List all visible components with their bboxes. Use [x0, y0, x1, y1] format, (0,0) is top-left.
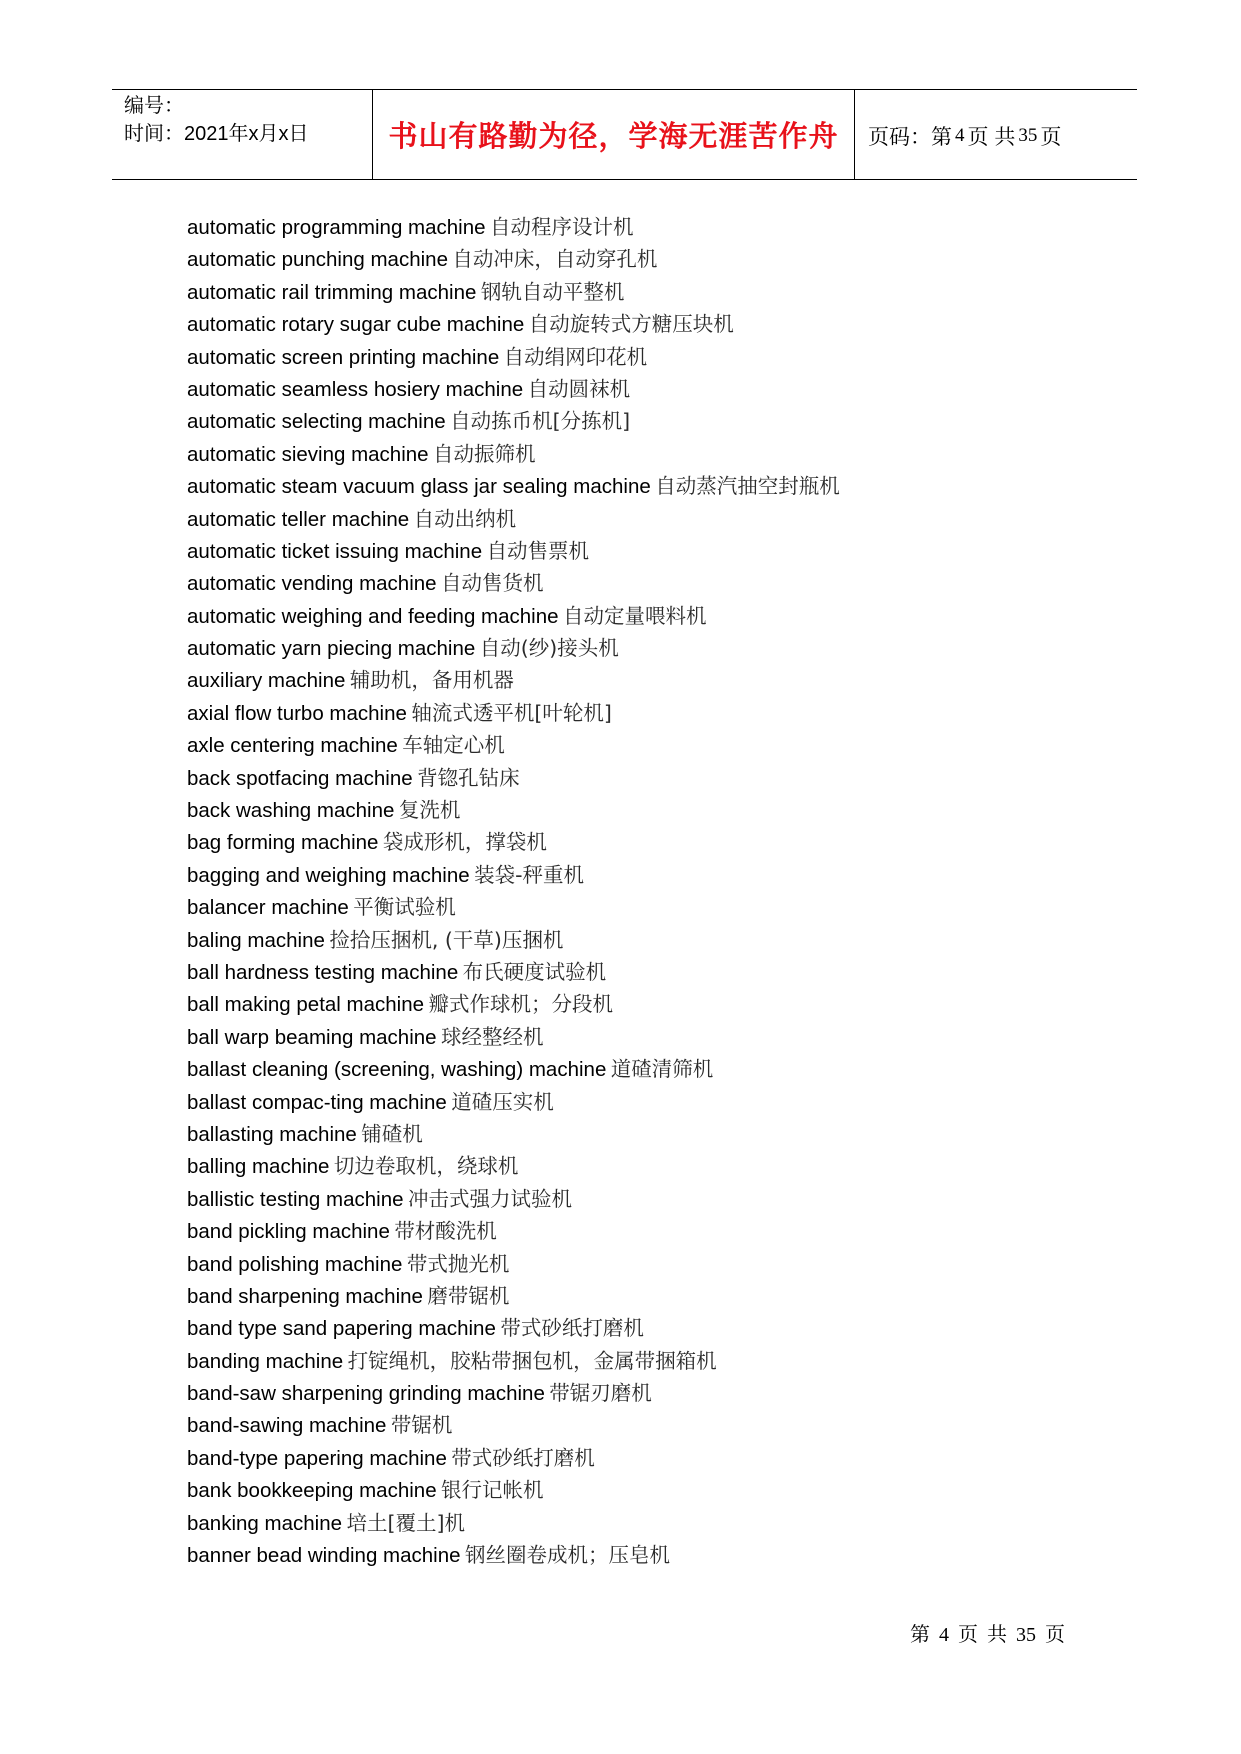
page-mid: 页 共 — [967, 125, 1016, 149]
glossary-entry — [187, 1474, 840, 1506]
entry-english: balancer machine — [187, 896, 349, 920]
entry-english: automatic seamless hosiery machine — [187, 377, 524, 401]
entry-english: bank bookkeeping machine — [187, 1479, 437, 1503]
glossary-entry — [187, 341, 840, 373]
glossary-entry — [187, 632, 840, 664]
glossary-entry — [187, 762, 840, 794]
entry-chinese: 自动拣币机[分拣机] — [450, 409, 631, 434]
page-suffix: 页 — [1040, 125, 1062, 149]
entry-english: automatic programming machine — [187, 216, 486, 239]
entry-chinese: 自动绢网印花机 — [503, 344, 648, 369]
glossary-entry — [187, 1345, 840, 1377]
entry-chinese: 复洗机 — [398, 798, 461, 823]
entry-chinese: 袋成形机，撑袋机 — [382, 830, 547, 855]
entry-english: back spotfacing machine — [187, 766, 413, 790]
glossary-entry — [187, 1280, 840, 1312]
glossary-entry — [187, 243, 840, 275]
entry-chinese: 带式砂纸打磨机 — [500, 1316, 644, 1341]
entry-chinese: 球经整经机 — [441, 1024, 544, 1049]
glossary-entry — [187, 664, 840, 696]
entry-chinese: 冲击式强力试验机 — [407, 1186, 572, 1211]
entry-english: bagging and weighing machine — [187, 863, 470, 887]
entry-english: ballast compac-ting machine — [187, 1090, 447, 1114]
entry-chinese: 自动旋转式方糖压块机 — [528, 312, 734, 337]
page-header — [112, 89, 1137, 180]
entry-english: band pickling machine — [187, 1220, 390, 1244]
entry-chinese: 铺碴机 — [361, 1121, 423, 1146]
glossary-entry — [187, 729, 840, 761]
entry-english: ballasting machine — [187, 1122, 357, 1146]
glossary-entry — [187, 924, 840, 956]
header-page-number — [868, 90, 1061, 181]
serial-number-label: 编号： — [124, 95, 184, 117]
entry-chinese: 自动定量喂料机 — [562, 603, 707, 628]
entry-english: band-type papering machine — [187, 1446, 447, 1470]
entry-english: automatic yarn piecing machine — [187, 637, 476, 661]
glossary-entry — [187, 1248, 840, 1280]
glossary-entry — [187, 600, 840, 632]
entry-chinese: 捡拾压捆机, (干草)压捆机 — [329, 927, 564, 952]
entry-english: automatic rail trimming machine — [187, 280, 477, 304]
entry-chinese: 自动圆袜机 — [527, 376, 631, 401]
entry-chinese: 自动(纱)接头机 — [479, 636, 619, 661]
entry-chinese: 钢轨自动平整机 — [480, 279, 625, 304]
entry-english: automatic weighing and feeding machine — [187, 604, 559, 628]
entry-english: automatic punching machine — [187, 248, 448, 272]
entry-english: banner bead winding machine — [187, 1544, 461, 1568]
entry-english: ballistic testing machine — [187, 1187, 404, 1211]
entry-english: automatic selecting machine — [187, 410, 446, 434]
entry-chinese: 自动振筛机 — [433, 441, 536, 466]
entry-chinese: 带式抛光机 — [406, 1251, 510, 1276]
entry-chinese: 自动蒸汽抽空封瓶机 — [655, 474, 840, 499]
entry-english: baling machine — [187, 928, 325, 952]
entry-chinese: 自动售货机 — [441, 571, 544, 596]
glossary-entry — [187, 1053, 840, 1085]
glossary-entry — [187, 567, 840, 599]
entry-chinese: 磨带锯机 — [427, 1283, 510, 1308]
entry-chinese: 带式砂纸打磨机 — [451, 1445, 595, 1470]
entry-english: automatic teller machine — [187, 507, 410, 531]
glossary-entry — [187, 1377, 840, 1409]
entry-chinese: 轴流式透平机[叶轮机] — [411, 700, 612, 725]
entry-english: automatic steam vacuum glass jar sealing machine — [187, 475, 651, 499]
entry-chinese: 自动冲床，自动穿孔机 — [452, 247, 658, 272]
glossary-entry — [187, 1312, 840, 1344]
header-motto — [372, 89, 855, 180]
glossary-list — [187, 211, 840, 1571]
entry-english: automatic vending machine — [187, 572, 437, 596]
entry-english: automatic screen printing machine — [187, 345, 500, 369]
entry-english: automatic ticket issuing machine — [187, 539, 483, 563]
glossary-entry — [187, 1409, 840, 1441]
glossary-entry — [187, 1021, 840, 1053]
entry-chinese: 自动程序设计机 — [489, 215, 634, 239]
glossary-entry — [187, 1215, 840, 1247]
entry-chinese: 钢丝圈卷成机；压皂机 — [464, 1543, 670, 1568]
entry-english: axial flow turbo machine — [187, 701, 407, 725]
footer-prefix: 第 — [910, 1624, 930, 1646]
entry-english: bag forming machine — [187, 831, 379, 855]
glossary-entry — [187, 1118, 840, 1150]
entry-english: band type sand papering machine — [187, 1317, 496, 1341]
footer-mid: 页 共 — [958, 1624, 1007, 1646]
glossary-entry — [187, 276, 840, 308]
glossary-entry — [187, 1507, 840, 1539]
page-total: 35 — [1018, 124, 1038, 146]
entry-chinese: 背锪孔钻床 — [417, 765, 520, 790]
glossary-entry — [187, 794, 840, 826]
glossary-entry — [187, 438, 840, 470]
footer-total: 35 — [1016, 1624, 1036, 1646]
entry-chinese: 自动出纳机 — [413, 506, 517, 531]
page-prefix: 页码：第 — [868, 125, 952, 149]
entry-english: banding machine — [187, 1349, 344, 1373]
entry-english: balling machine — [187, 1155, 330, 1179]
entry-chinese: 装袋-秤重机 — [474, 862, 585, 887]
entry-chinese: 道碴清筛机 — [610, 1057, 714, 1082]
entry-chinese: 切边卷取机，绕球机 — [333, 1154, 519, 1179]
entry-english: band sharpening machine — [187, 1284, 423, 1308]
entry-english: banking machine — [187, 1511, 342, 1535]
footer-current: 4 — [939, 1624, 949, 1646]
glossary-entry — [187, 535, 840, 567]
entry-chinese: 带锯机 — [390, 1413, 453, 1438]
entry-english: ball making petal machine — [187, 993, 425, 1017]
entry-english: ball hardness testing machine — [187, 960, 459, 984]
glossary-entry — [187, 697, 840, 729]
entry-chinese: 银行记帐机 — [441, 1478, 544, 1503]
footer-suffix: 页 — [1045, 1624, 1065, 1646]
entry-chinese: 培土[覆土]机 — [346, 1510, 465, 1535]
glossary-entry — [187, 988, 840, 1020]
entry-chinese: 自动售票机 — [486, 538, 590, 563]
entry-english: automatic sieving machine — [187, 442, 429, 466]
glossary-entry — [187, 211, 840, 243]
entry-chinese: 打锭绳机，胶粘带捆包机，金属带捆箱机 — [347, 1348, 717, 1373]
glossary-entry — [187, 956, 840, 988]
entry-english: ball warp beaming machine — [187, 1025, 437, 1049]
glossary-entry — [187, 891, 840, 923]
glossary-entry — [187, 503, 840, 535]
glossary-entry — [187, 1150, 840, 1182]
motto-text: 书山有路勤为径，学海无涯苦作舟 — [388, 119, 839, 153]
glossary-entry — [187, 1539, 840, 1571]
date-label: 时间：2021年x月x日 — [124, 123, 309, 145]
entry-english: axle centering machine — [187, 734, 398, 758]
entry-english: auxiliary machine — [187, 669, 346, 693]
glossary-entry — [187, 470, 840, 502]
page-current: 4 — [955, 124, 965, 146]
glossary-entry — [187, 308, 840, 340]
header-left-block — [124, 92, 309, 148]
glossary-entry — [187, 826, 840, 858]
glossary-entry — [187, 1086, 840, 1118]
entry-english: automatic rotary sugar cube machine — [187, 313, 525, 337]
entry-chinese: 平衡试验机 — [353, 895, 456, 920]
entry-chinese: 布氏硬度试验机 — [462, 959, 607, 984]
entry-chinese: 瓣式作球机；分段机 — [428, 992, 613, 1017]
entry-chinese: 辅助机，备用机器 — [349, 668, 514, 693]
glossary-entry — [187, 405, 840, 437]
glossary-entry — [187, 1183, 840, 1215]
entry-english: band-saw sharpening grinding machine — [187, 1382, 545, 1406]
entry-english: ballast cleaning (screening, washing) machine — [187, 1058, 607, 1082]
entry-chinese: 带材酸洗机 — [394, 1219, 497, 1244]
glossary-entry — [187, 1442, 840, 1474]
entry-english: band polishing machine — [187, 1252, 403, 1276]
entry-english: back washing machine — [187, 799, 395, 823]
entry-chinese: 车轴定心机 — [402, 733, 505, 758]
entry-chinese: 带锯刃磨机 — [549, 1381, 652, 1406]
glossary-entry — [187, 373, 840, 405]
entry-english: band-sawing machine — [187, 1414, 387, 1438]
glossary-entry — [187, 859, 840, 891]
entry-chinese: 道碴压实机 — [451, 1089, 554, 1114]
page-footer — [910, 1618, 1065, 1647]
